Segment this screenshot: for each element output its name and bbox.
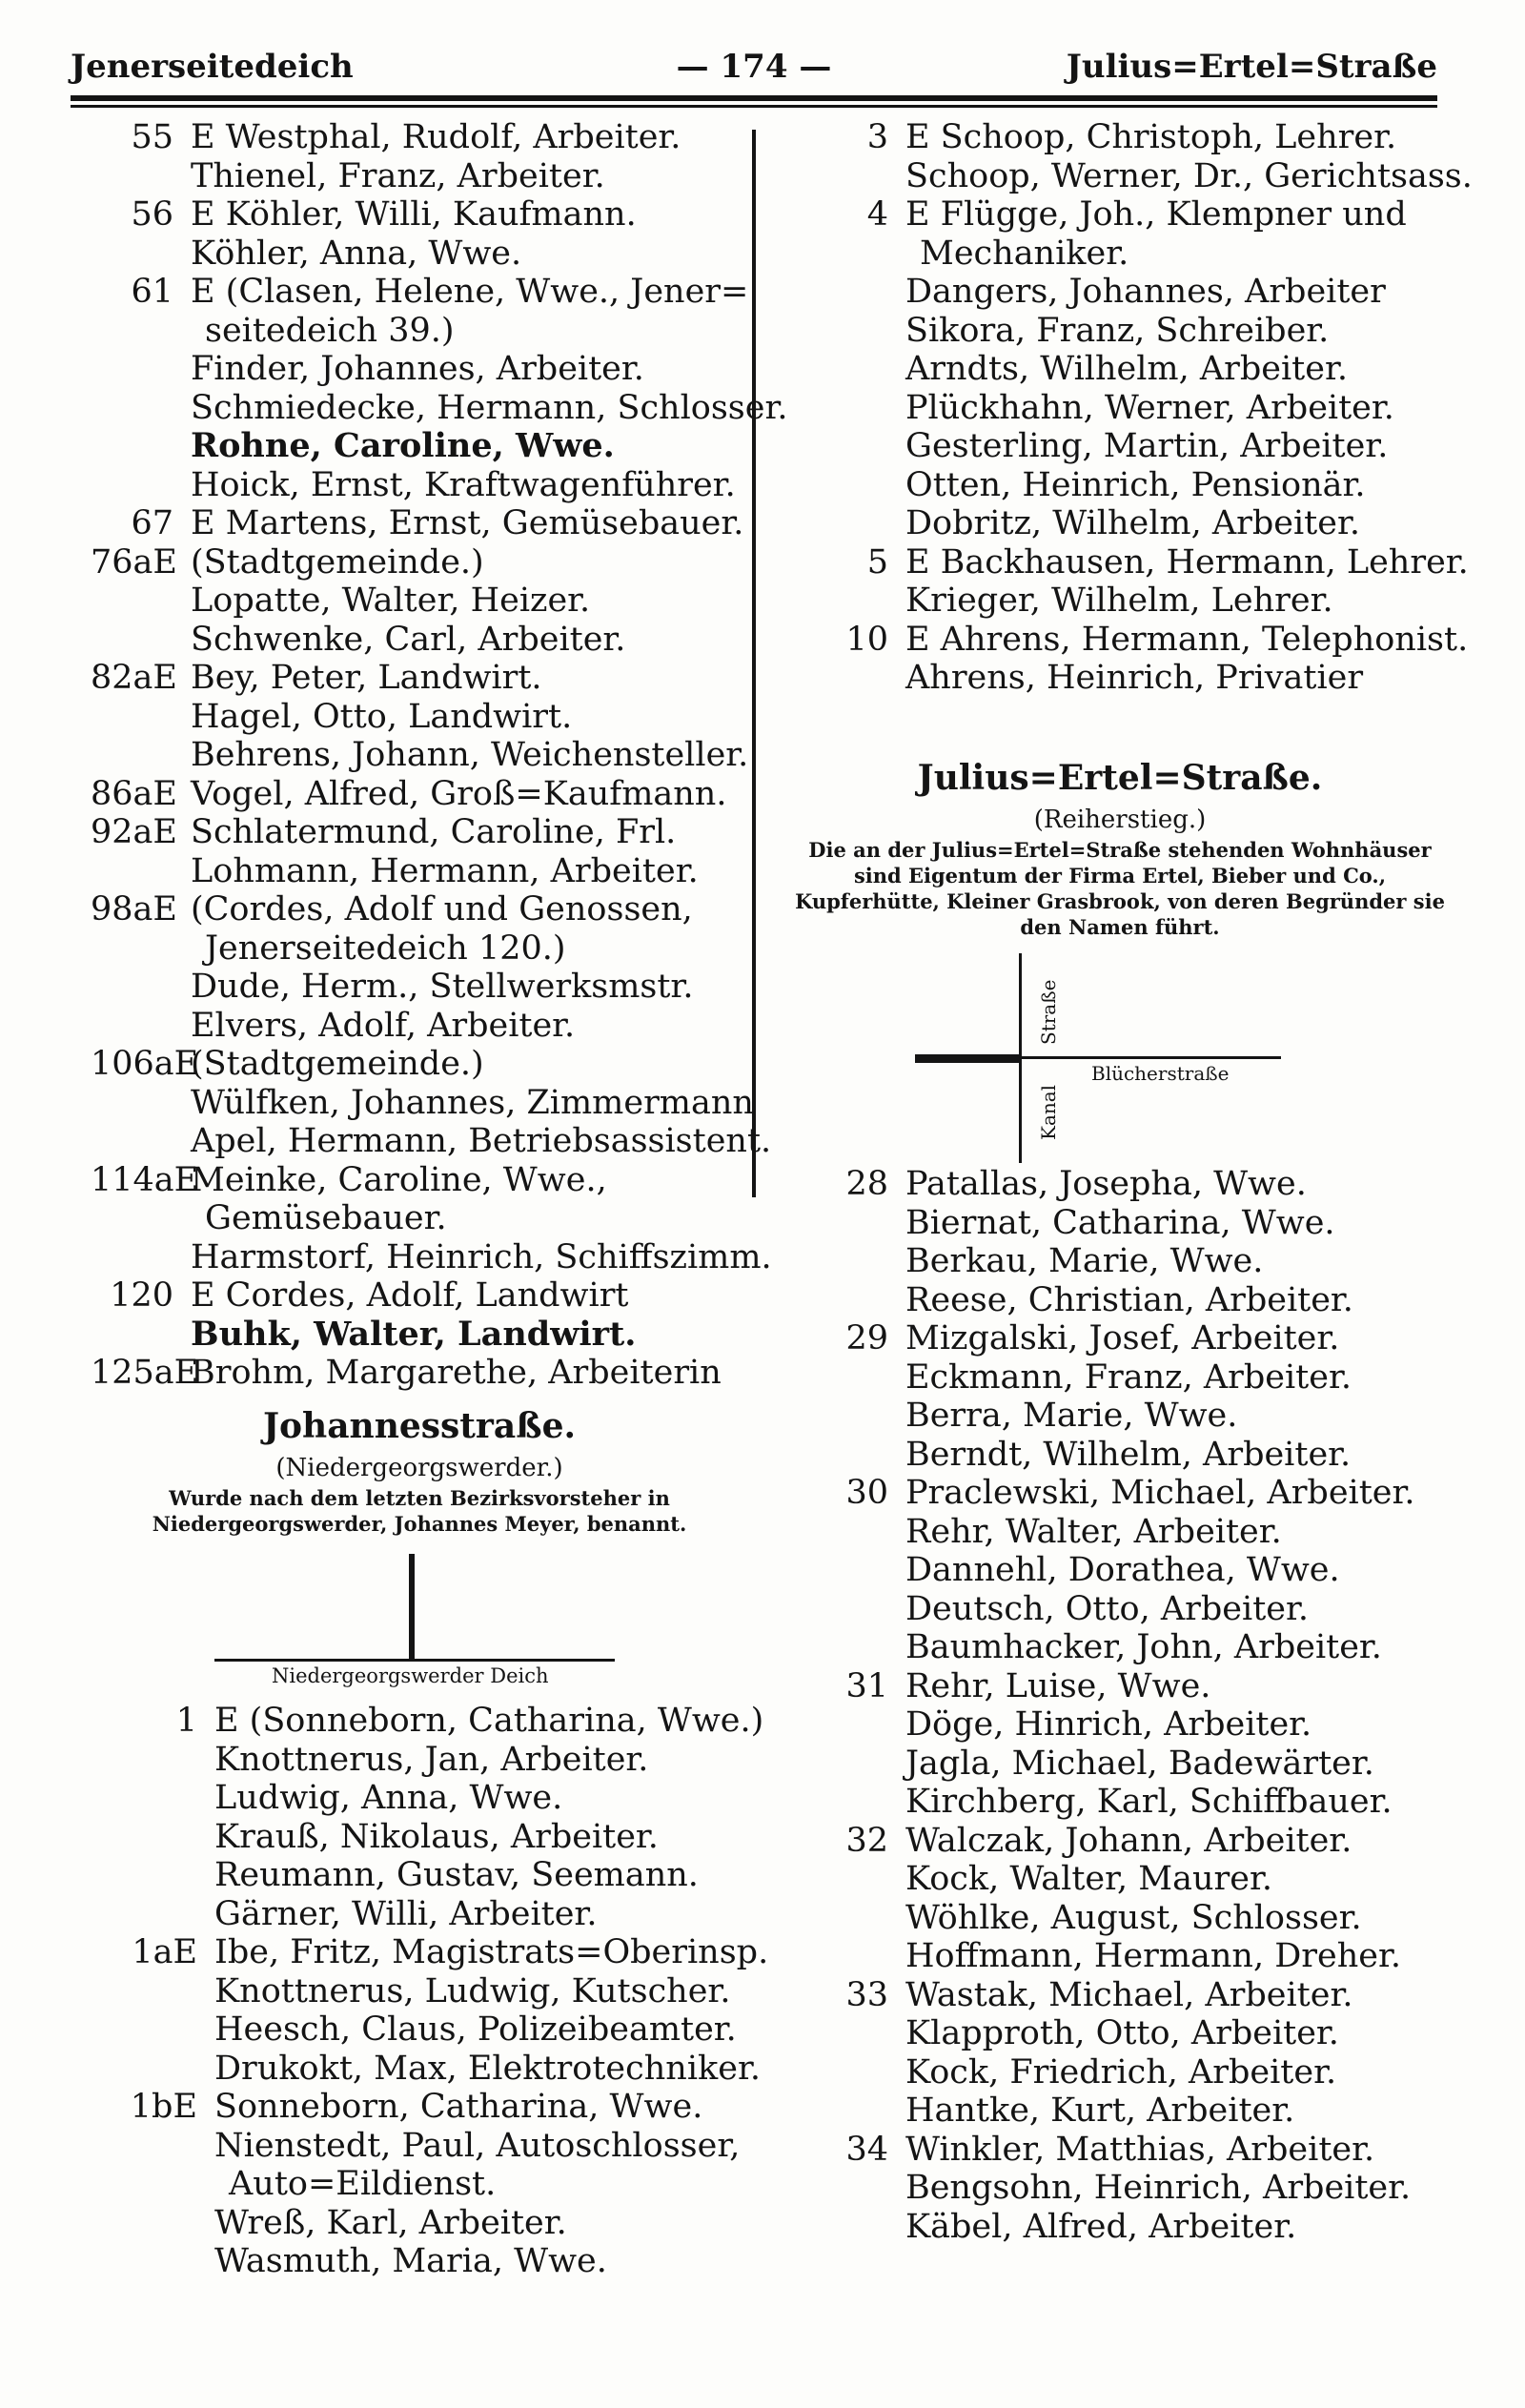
list-item — [805, 1860, 1463, 1899]
list-item — [805, 1513, 1463, 1552]
resident-entry: Walczak, Johann, Arbeiter. — [905, 1821, 1352, 1860]
resident-entry: Kock, Walter, Maurer. — [905, 1860, 1272, 1898]
resident-entry: Auto=Eildienst. — [229, 2165, 497, 2203]
list-item — [805, 1204, 1463, 1243]
list-item — [805, 1397, 1463, 1436]
list-item — [805, 542, 1469, 582]
resident-entry: Dobritz, Wilhelm, Arbeiter. — [905, 504, 1360, 542]
resident-entry: Schoop, Werner, Dr., Gerichtsass. — [905, 156, 1473, 195]
house-number: 86aE — [91, 774, 177, 813]
johannes-section — [91, 1401, 748, 1537]
resident-entry: Jagla, Michael, Badewärter. — [905, 1744, 1374, 1783]
resident-entry: E Cordes, Adolf, Landwirt — [191, 1276, 629, 1315]
resident-entry: Gesterling, Martin, Arbeiter. — [905, 427, 1389, 465]
house-number: 33 — [845, 1975, 888, 2014]
list-item — [91, 1702, 764, 1741]
resident-entry: Buhk, Walter, Landwirt. — [191, 1314, 637, 1354]
resident-entry: Reese, Christian, Arbeiter. — [905, 1280, 1353, 1319]
list-item — [805, 2208, 1463, 2247]
resident-entry: Kirchberg, Karl, Schiffbauer. — [905, 1783, 1393, 1821]
list-item — [805, 1474, 1463, 1513]
list-item — [91, 1083, 754, 1123]
house-number: 120 — [110, 1276, 173, 1315]
resident-entry: Ludwig, Anna, Wwe. — [214, 1779, 563, 1817]
page-header — [71, 42, 1437, 95]
resident-entry: E Köhler, Willi, Kaufmann. — [191, 195, 637, 234]
resident-entry: (Stadtgemeinde.) — [191, 1045, 484, 1083]
resident-entry: Hantke, Kurt, Arbeiter. — [905, 2092, 1295, 2130]
list-item — [91, 1122, 772, 1161]
list-item — [805, 1358, 1463, 1398]
list-item — [91, 1237, 772, 1277]
house-number: 82aE — [91, 659, 177, 697]
resident-entry: Hagel, Otto, Landwirt. — [191, 697, 573, 736]
julius-map — [915, 953, 1325, 1163]
list-item — [91, 1895, 748, 1934]
list-item — [805, 582, 1463, 621]
list-item — [91, 312, 748, 351]
resident-entry: E Backhausen, Hermann, Lehrer. — [905, 542, 1469, 582]
left-column-entries — [91, 118, 788, 1393]
house-number: 31 — [845, 1666, 888, 1705]
resident-entry: Baumhacker, John, Arbeiter. — [905, 1628, 1382, 1666]
resident-entry: Otten, Heinrich, Pensionär. — [905, 465, 1366, 504]
house-number: 106aE — [91, 1045, 199, 1083]
resident-entry: Köhler, Anna, Wwe. — [191, 234, 522, 273]
list-item — [91, 235, 748, 274]
resident-entry: Wasmuth, Maria, Wwe. — [214, 2242, 607, 2280]
left-column-entries-bottom — [91, 1702, 769, 2281]
list-item — [805, 118, 1463, 157]
list-item — [91, 1007, 748, 1046]
list-item — [805, 2131, 1463, 2170]
right-column-entries — [805, 118, 1473, 698]
house-number: 28 — [845, 1165, 888, 1203]
list-item — [91, 2127, 748, 2166]
house-number: 56 — [131, 195, 173, 234]
list-item — [805, 1242, 1463, 1281]
list-item — [805, 466, 1463, 505]
list-item — [91, 2010, 748, 2050]
resident-entry: Krauß, Nikolaus, Arbeiter. — [214, 1817, 659, 1856]
map-street-deich — [214, 1659, 615, 1662]
list-item — [805, 1705, 1463, 1745]
map-label-bluecherstrasse: Blücherstraße — [1091, 1062, 1230, 1085]
house-number: 10 — [845, 620, 888, 659]
resident-entry: E (Clasen, Helene, Wwe., Jener= — [191, 273, 749, 311]
list-item — [805, 2014, 1463, 2053]
resident-entry: Knottnerus, Jan, Arbeiter. — [214, 1740, 649, 1779]
resident-entry: Heesch, Claus, Polizeibeamter. — [214, 2010, 737, 2049]
list-item — [805, 2169, 1463, 2208]
resident-entry: Drukokt, Max, Elektrotechniker. — [214, 2049, 761, 2088]
resident-entry: Dude, Herm., Stellwerksmstr. — [191, 968, 694, 1006]
list-item — [91, 1276, 748, 1316]
resident-entry: Deutsch, Otto, Arbeiter. — [905, 1589, 1309, 1628]
list-item — [91, 1199, 748, 1238]
list-item — [805, 427, 1463, 466]
resident-entry: Berkau, Marie, Wwe. — [905, 1242, 1264, 1280]
resident-entry: Ibe, Fritz, Magistrats=Oberinsp. — [214, 1933, 769, 1971]
list-item — [91, 890, 748, 929]
list-item — [805, 504, 1463, 543]
resident-entry: Bey, Peter, Landwirt. — [191, 659, 542, 697]
house-number: 125aE — [91, 1354, 199, 1392]
list-item — [805, 273, 1463, 312]
resident-entry: Kock, Friedrich, Arbeiter. — [905, 2052, 1337, 2092]
list-item — [805, 1551, 1463, 1590]
resident-entry: Hoffmann, Hermann, Dreher. — [905, 1937, 1401, 1975]
resident-entry: Finder, Johannes, Arbeiter. — [191, 350, 644, 388]
resident-entry: Biernat, Catharina, Wwe. — [905, 1203, 1335, 1242]
resident-entry: Krieger, Wilhelm, Lehrer. — [905, 582, 1333, 620]
list-item — [91, 1818, 748, 1857]
list-item — [805, 1822, 1463, 1861]
page-number: — 174 — — [676, 48, 832, 86]
header-rule-thin — [71, 105, 1437, 108]
resident-entry: Apel, Hermann, Betriebsassistent. — [191, 1122, 772, 1160]
list-item — [91, 775, 748, 814]
list-item — [805, 2053, 1463, 2092]
resident-entry: Gärner, Willi, Arbeiter. — [214, 1894, 598, 1933]
list-item — [91, 582, 748, 621]
resident-entry: Döge, Hinrich, Arbeiter. — [905, 1705, 1312, 1744]
map-street-bluecher — [1022, 1056, 1281, 1059]
list-item — [91, 466, 748, 505]
resident-entry: Dannehl, Dorathea, Wwe. — [905, 1551, 1340, 1589]
running-head-right: Julius=Ertel=Straße — [1066, 48, 1437, 86]
resident-entry: (Cordes, Adolf und Genossen, — [191, 890, 693, 929]
list-item — [91, 388, 788, 428]
section-title-johannesstrasse: Johannesstraße. — [262, 1406, 577, 1446]
resident-entry: Sikora, Franz, Schreiber. — [905, 311, 1330, 350]
resident-entry: Käbel, Alfred, Arbeiter. — [905, 2207, 1297, 2246]
list-item — [91, 1316, 748, 1355]
resident-entry: Winkler, Matthias, Arbeiter. — [905, 2130, 1375, 2169]
list-item — [805, 350, 1463, 389]
house-number: 34 — [845, 2130, 888, 2169]
resident-entry: Rohne, Caroline, Wwe. — [191, 426, 615, 465]
resident-entry: Rehr, Walter, Arbeiter. — [905, 1512, 1282, 1551]
list-item — [805, 1745, 1463, 1784]
list-item — [91, 929, 748, 969]
list-item — [805, 1590, 1463, 1629]
house-number: 30 — [845, 1474, 888, 1512]
house-number: 1 — [175, 1702, 197, 1740]
resident-entry: Elvers, Adolf, Arbeiter. — [191, 1006, 576, 1045]
resident-entry: Schlatermund, Caroline, Frl. — [191, 813, 677, 851]
resident-entry: Wülfken, Johannes, Zimmermann — [191, 1083, 754, 1122]
list-item — [91, 504, 748, 543]
list-item — [91, 350, 748, 389]
list-item — [805, 235, 1463, 274]
resident-entry: Wöhlke, August, Schlosser. — [905, 1898, 1362, 1937]
list-item — [91, 2165, 748, 2204]
list-item — [805, 1319, 1463, 1358]
section-subtitle-julius: (Reiherstieg.) — [1033, 806, 1207, 834]
running-head-left: Jenerseitedeich — [71, 48, 354, 86]
list-item — [91, 1354, 748, 1393]
resident-entry: Gemüsebauer. — [205, 1199, 447, 1237]
list-item — [805, 312, 1463, 351]
house-number: 92aE — [91, 813, 177, 851]
list-item — [805, 1899, 1463, 1938]
resident-entry: Lopatte, Walter, Heizer. — [191, 582, 591, 620]
resident-entry: Schmiedecke, Hermann, Schlosser. — [191, 388, 788, 427]
house-number: 4 — [866, 195, 888, 234]
resident-entry: Jenerseitedeich 120.) — [205, 929, 566, 968]
list-item — [91, 543, 748, 582]
resident-entry: Rehr, Luise, Wwe. — [905, 1666, 1211, 1705]
resident-entry: Harmstorf, Heinrich, Schiffszimm. — [191, 1237, 772, 1276]
list-item — [91, 1741, 748, 1780]
list-item — [91, 1779, 748, 1818]
list-item — [805, 389, 1463, 428]
house-number: 32 — [845, 1821, 888, 1860]
resident-entry: Lohmann, Hermann, Arbeiter. — [191, 851, 699, 890]
resident-entry: Mechaniker. — [920, 234, 1129, 273]
list-item — [805, 1667, 1463, 1706]
resident-entry: Eckmann, Franz, Arbeiter. — [905, 1357, 1352, 1397]
map-street-johannes — [409, 1554, 415, 1659]
johannes-map — [214, 1554, 624, 1687]
resident-entry: Arndts, Wilhelm, Arbeiter. — [905, 350, 1348, 388]
list-item — [805, 1165, 1463, 1204]
resident-entry: Berra, Marie, Wwe. — [905, 1397, 1238, 1435]
list-item — [91, 157, 748, 196]
list-item — [805, 156, 1473, 196]
resident-entry: (Stadtgemeinde.) — [191, 542, 484, 582]
house-number: 76aE — [91, 542, 177, 582]
resident-entry: Bengsohn, Heinrich, Arbeiter. — [905, 2169, 1412, 2207]
list-item — [805, 1783, 1463, 1822]
list-item — [91, 698, 748, 737]
resident-entry: Meinke, Caroline, Wwe., — [191, 1160, 607, 1199]
resident-entry: seitedeich 39.) — [205, 311, 455, 350]
list-item — [91, 427, 748, 466]
list-item — [805, 1628, 1463, 1667]
resident-entry: Nienstedt, Paul, Autoschlosser, — [214, 2126, 741, 2165]
list-item — [91, 1972, 748, 2011]
resident-entry: Sonneborn, Catharina, Wwe. — [214, 2088, 703, 2126]
house-number: 61 — [131, 273, 173, 311]
resident-entry: E Schoop, Christoph, Lehrer. — [905, 118, 1397, 156]
house-number: 3 — [866, 118, 888, 156]
list-item — [805, 2092, 1463, 2131]
resident-entry: E Ahrens, Hermann, Telephonist. — [905, 620, 1469, 659]
list-item — [805, 1281, 1463, 1320]
map-label-strasse: Straße — [1037, 979, 1060, 1045]
resident-entry: Wreß, Karl, Arbeiter. — [214, 2203, 567, 2242]
resident-entry: Reumann, Gustav, Seemann. — [214, 1856, 699, 1894]
resident-entry: Klapproth, Otto, Arbeiter. — [905, 2014, 1339, 2052]
resident-entry: Schwenke, Carl, Arbeiter. — [191, 620, 626, 659]
list-item — [91, 118, 748, 157]
resident-entry: Plückhahn, Werner, Arbeiter. — [905, 388, 1394, 427]
resident-entry: Hoick, Ernst, Kraftwagenführer. — [191, 465, 736, 504]
list-item — [91, 813, 748, 852]
resident-entry: Wastak, Michael, Arbeiter. — [905, 1975, 1353, 2014]
list-item — [91, 1856, 748, 1895]
resident-entry: E Martens, Ernst, Gemüsebauer. — [191, 504, 744, 542]
right-column-entries-bottom — [805, 1165, 1463, 2246]
resident-entry: Praclewski, Michael, Arbeiter. — [905, 1474, 1415, 1512]
list-item — [91, 2049, 761, 2089]
list-item — [91, 736, 748, 775]
list-item — [91, 195, 748, 235]
section-note-julius: Die an der Julius=Ertel=Straße stehenden Wohnhäuser sind Eigentum der Firma Ertel, Bieber und Co., Kupferhütte, Kleiner Grasbrook, von deren Begründer sie den Namen führt. — [795, 838, 1445, 939]
resident-entry: Mizgalski, Josef, Arbeiter. — [905, 1319, 1340, 1357]
list-item — [805, 1436, 1463, 1475]
list-item — [91, 968, 748, 1007]
list-item — [91, 2204, 748, 2243]
resident-entry: Vogel, Alfred, Groß=Kaufmann. — [191, 774, 727, 813]
resident-entry: Thienel, Franz, Arbeiter. — [191, 156, 605, 195]
map-label-kanal: Kanal — [1037, 1084, 1060, 1140]
house-number: 29 — [845, 1319, 888, 1357]
list-item — [91, 621, 748, 660]
list-item — [805, 1976, 1463, 2015]
column-divider — [752, 130, 756, 1197]
resident-entry: Knottnerus, Ludwig, Kutscher. — [214, 1971, 731, 2010]
list-item — [805, 1937, 1463, 1976]
resident-entry: Patallas, Josepha, Wwe. — [905, 1165, 1307, 1203]
resident-entry: Ahrens, Heinrich, Privatier — [905, 659, 1364, 697]
house-number: 1bE — [130, 2088, 197, 2126]
list-item — [91, 659, 748, 698]
map-label-deich: Niedergeorgswerder Deich — [272, 1664, 549, 1687]
list-item — [805, 659, 1463, 698]
julius-section — [786, 753, 1454, 940]
house-number: 98aE — [91, 890, 177, 929]
resident-entry: E (Sonneborn, Catharina, Wwe.) — [214, 1702, 764, 1740]
list-item — [91, 1161, 748, 1200]
house-number: 1aE — [132, 1933, 197, 1971]
resident-entry: Behrens, Johann, Weichensteller. — [191, 736, 749, 774]
resident-entry: Dangers, Johannes, Arbeiter — [905, 273, 1386, 311]
list-item — [91, 852, 748, 891]
section-note: Wurde nach dem letzten Bezirksvorsteher in Niedergeorgswerder, Johannes Meyer, benannt. — [152, 1486, 687, 1536]
house-number: 114aE — [91, 1160, 199, 1199]
resident-entry: Berndt, Wilhelm, Arbeiter. — [905, 1435, 1352, 1474]
section-title-julius-ertel-strasse: Julius=Ertel=Straße. — [917, 758, 1323, 798]
resident-entry: E Flügge, Joh., Klempner und — [905, 195, 1407, 234]
list-item — [91, 273, 748, 312]
house-number: 5 — [866, 542, 888, 582]
house-number: 67 — [131, 504, 173, 542]
list-item — [91, 2242, 748, 2281]
house-number: 55 — [131, 118, 173, 156]
list-item — [91, 1933, 769, 1972]
list-item — [805, 620, 1469, 660]
header-rule-thick — [71, 95, 1437, 101]
list-item — [805, 195, 1463, 235]
section-subtitle: (Niedergeorgswerder.) — [275, 1454, 563, 1482]
list-item — [91, 1045, 748, 1084]
resident-entry: E Westphal, Rudolf, Arbeiter. — [191, 118, 681, 156]
resident-entry: Brohm, Margarethe, Arbeiterin — [191, 1354, 722, 1392]
map-julius-street-marker — [915, 1054, 1022, 1063]
list-item — [91, 2088, 748, 2127]
